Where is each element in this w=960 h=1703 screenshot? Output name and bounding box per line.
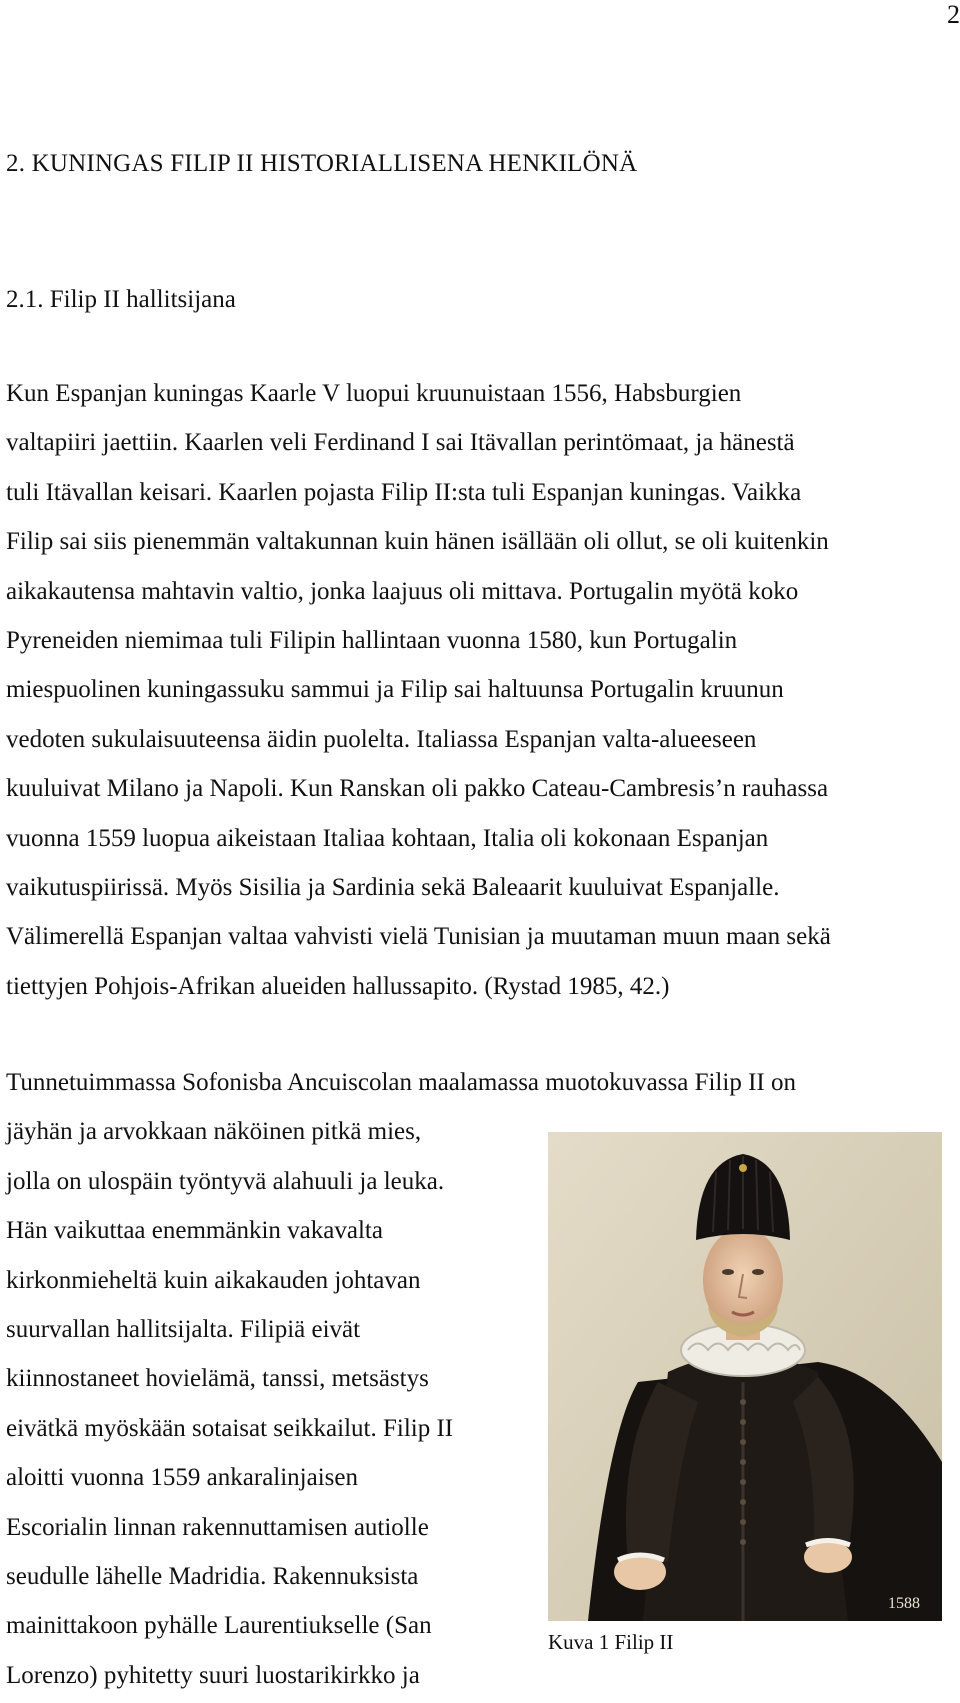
paragraph-line: tiettyjen Pohjois-Afrikan alueiden hallussapito. (Rystad 1985, 42.) [6,972,670,1000]
paragraph-line: eivätkä myöskään sotaisat seikkailut. Filip II [6,1414,454,1442]
paragraph-line: Hän vaikuttaa enemmänkin vakavalta [6,1217,383,1245]
right-hand [804,1541,852,1573]
paragraph-kingdom [6,369,831,1011]
paragraph-line: Lorenzo) pyhitetty suuri luostarikirkko ja [6,1661,420,1689]
paragraph-line: Kun Espanjan kuningas Kaarle V luopui kruunuistaan 1556, Habsburgien [6,380,742,407]
paragraph-line: Filip sai siis pienemmän valtakunnan kuin hänen isällään oli ollut, se oli kuitenkin [6,528,829,556]
paragraph-line: kirkonmieheltä kuin aikakauden johtavan [6,1266,421,1294]
page-number: 2 [947,0,960,29]
paragraph-line: suurvallan hallitsijalta. Filipiä eivät [6,1315,361,1343]
paragraph-line: vedoten sukulaisuuteensa äidin puolelta. Italiassa Espanjan valta-alueeseen [6,725,757,753]
paragraph-line: Escorialin linnan rakennuttamisen autiolle [6,1513,429,1541]
paragraph-line: vaikutuspiirissä. Myös Sisilia ja Sardinia sekä Baleaarit kuuluivat Espanjalle. [6,873,780,901]
paragraph-line: tuli Itävallan keisari. Kaarlen pojasta Filip II:sta tuli Espanjan kuningas. Vaikka [6,478,802,506]
section-heading: 2.1. Filip II hallitsijana [6,286,236,313]
paragraph-line: miespuolinen kuningassuku sammui ja Filip sai haltuunsa Portugalin kruunun [6,676,784,704]
paragraph-line: jolla on ulospäin työntyvä alahuuli ja leuka. [6,1167,445,1195]
portrait-painting [548,1132,942,1621]
paragraph-line: Pyreneiden niemimaa tuli Filipin hallintaan vuonna 1580, kun Portugalin [6,626,738,654]
chapter-heading: 2. KUNINGAS FILIP II HISTORIALLISENA HENKILÖNÄ [6,150,638,177]
figure-caption: Kuva 1 Filip II [548,1630,674,1654]
painting-watermark: 1588 [888,1595,920,1612]
paragraph-line: aloitti vuonna 1559 ankaralinjaisen [6,1464,358,1492]
paragraph-line: kiinnostaneet hovielämä, tanssi, metsästys [6,1365,429,1393]
paragraph-line: kuuluivat Milano ja Napoli. Kun Ranskan oli pakko Cateau-Cambresis’n rauhassa [6,775,829,803]
paragraph-line: jäyhän ja arvokkaan näköinen pitkä mies, [6,1118,422,1146]
paragraph-line: seudulle lähelle Madridia. Rakennuksista [6,1562,419,1590]
paragraph-line: mainittakoon pyhälle Laurentiukselle (San [6,1612,432,1640]
paragraph-line: aikakautensa mahtavin valtio, jonka laajuus oli mittava. Portugalin myötä koko [6,577,799,605]
paragraph-line: Tunnetuimmassa Sofonisba Ancuiscolan maalamassa muotokuvassa Filip II on [6,1069,796,1096]
paragraph-line: Välimerellä Espanjan valtaa vahvisti vielä Tunisian ja muutaman muun maan sekä [6,923,831,951]
paragraph-line: vuonna 1559 luopua aikeistaan Italiaa kohtaan, Italia oli kokonaan Espanjan [6,824,769,852]
paragraph-line: valtapiiri jaettiin. Kaarlen veli Ferdinand I sai Itävallan perintömaat, ja hänestä [6,429,795,457]
